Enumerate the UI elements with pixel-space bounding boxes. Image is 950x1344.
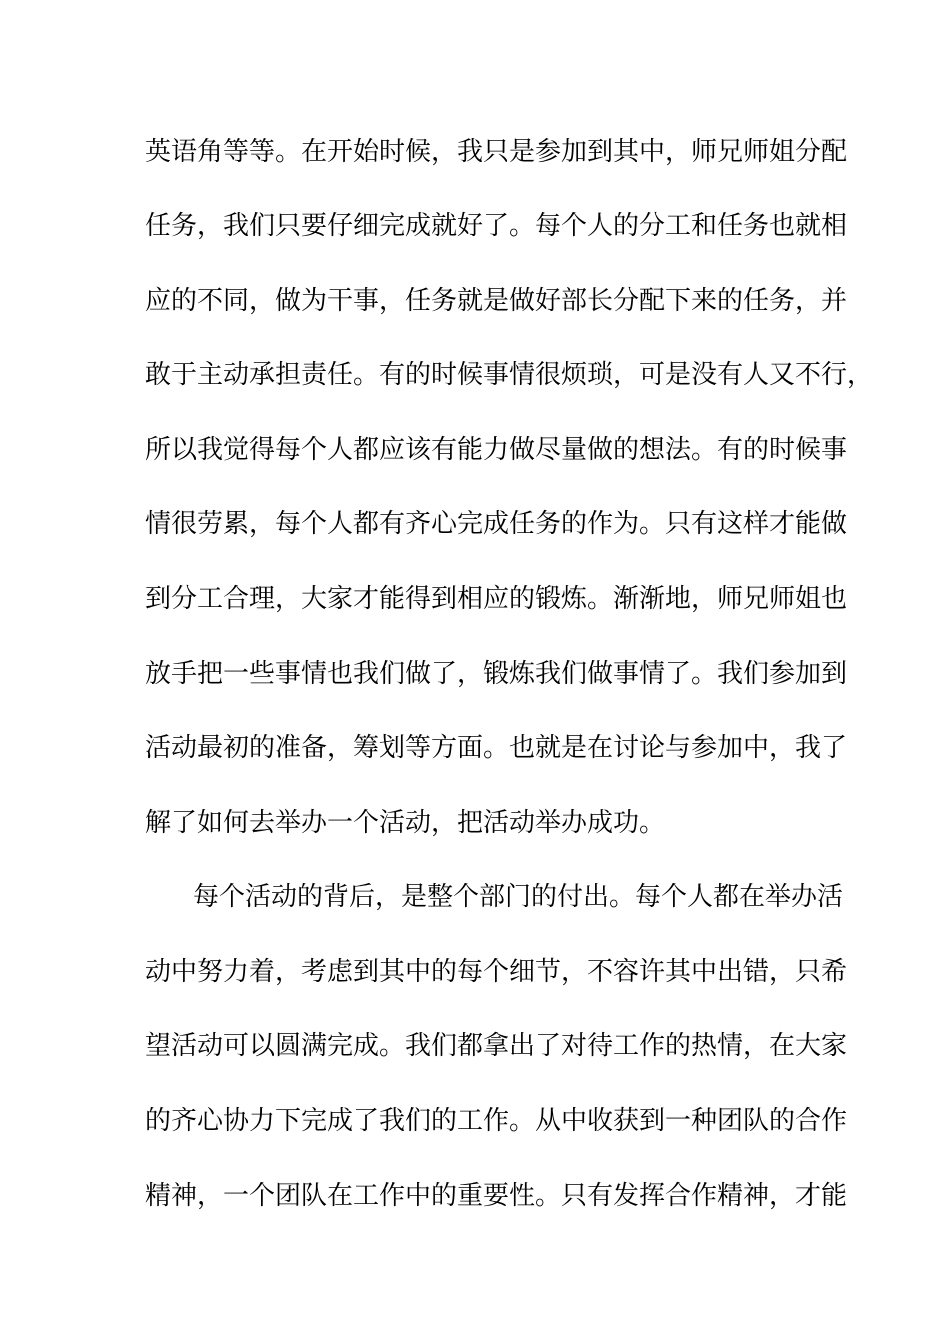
text-line: 精神，一个团队在工作中的重要性。只有发挥合作精神，才能 — [145, 1181, 848, 1211]
text-line: 所以我觉得每个人都应该有能力做尽量做的想法。有的时候事 — [145, 435, 848, 465]
text-line: 望活动可以圆满完成。我们都拿出了对待工作的热情，在大家 — [145, 1031, 848, 1061]
text-line: 活动最初的准备，筹划等方面。也就是在讨论与参加中，我了 — [145, 733, 848, 763]
text-line: 到分工合理，大家才能得到相应的锻炼。渐渐地，师兄师姐也 — [145, 584, 848, 614]
text-line: 放手把一些事情也我们做了，锻炼我们做事情了。我们参加到 — [145, 659, 848, 689]
text-line: 情很劳累，每个人都有齐心完成任务的作为。只有这样才能做 — [145, 509, 848, 539]
text-line: 敢于主动承担责任。有的时候事情很烦琐，可是没有人又不行， — [145, 360, 874, 390]
text-line: 动中努力着，考虑到其中的每个细节，不容许其中出错，只希 — [145, 957, 848, 987]
text-line: 解了如何去举办一个活动，把活动举办成功。 — [145, 808, 666, 838]
text-line: 的齐心协力下完成了我们的工作。从中收获到一种团队的合作 — [145, 1106, 848, 1136]
text-line: 英语角等等。在开始时候，我只是参加到其中，师兄师姐分配 — [145, 137, 848, 167]
text-line: 任务，我们只要仔细完成就好了。每个人的分工和任务也就相 — [145, 211, 848, 241]
text-line: 应的不同，做为干事，任务就是做好部长分配下来的任务，并 — [145, 286, 848, 316]
paragraph-first-line: 每个活动的背后，是整个部门的付出。每个人都在举办活 — [193, 882, 844, 912]
